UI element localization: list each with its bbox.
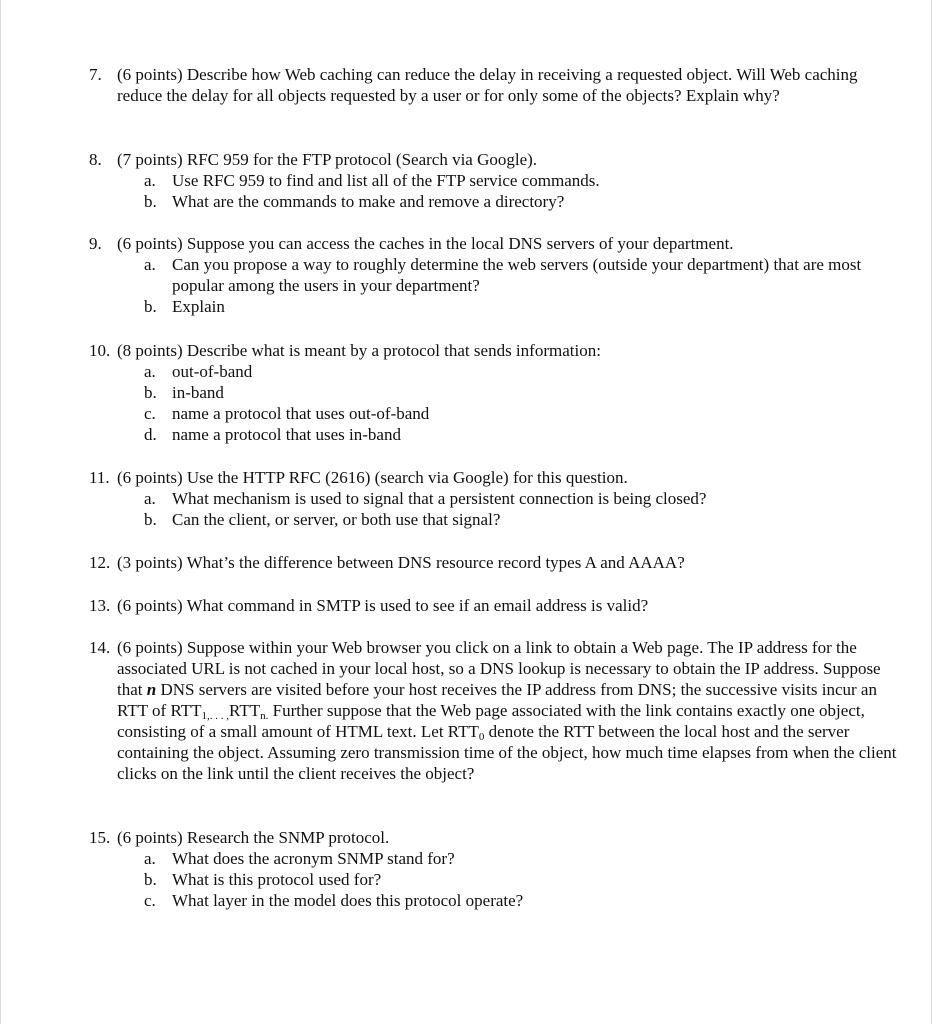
question-number: 14. — [89, 638, 111, 657]
sub-text: What is this protocol used for? — [172, 870, 382, 889]
text-segment: denote the RTT between the local host and the server containing the object. Assuming zero transmission time of the object, how much time elapses from when the client clicks on the link until the client receives the object? — [117, 722, 897, 783]
question-13 — [89, 595, 899, 616]
sub-letter: a. — [144, 171, 156, 190]
question-11 — [89, 467, 899, 530]
variable-n: n — [146, 680, 157, 699]
sub-text: Can the client, or server, or both use that signal? — [172, 510, 501, 529]
sub-text: Can you propose a way to roughly determine the web servers (outside your department) that are most popular among the users in your department? — [172, 255, 862, 295]
question-number: 8. — [89, 150, 102, 169]
question-number: 7. — [89, 65, 102, 84]
text-segment: DNS servers are visited before your host receives the IP address from DNS; the successive visits incur an RTT of RTT — [117, 680, 877, 720]
question-number: 11. — [89, 468, 110, 487]
question-number: 12. — [89, 553, 111, 572]
subscript: 1,. . . , — [201, 710, 230, 722]
sub-question — [144, 848, 872, 869]
question-12 — [89, 552, 899, 573]
sub-letter: b. — [144, 297, 157, 316]
sub-letter: d. — [144, 425, 157, 444]
sub-text: What are the commands to make and remove a directory? — [172, 192, 565, 211]
question-7 — [89, 64, 899, 106]
sub-question — [144, 869, 872, 890]
sub-letter: b. — [144, 870, 157, 889]
subscript: n. — [260, 710, 269, 722]
question-text: (7 points) RFC 959 for the FTP protocol (Search via Google). — [117, 150, 538, 169]
text-segment: (6 points) Suppose within your Web browser you click on a link to obtain a Web page. The IP address for the associated URL is not cached in your local host, so a DNS lookup is necessary to obtain the IP address. Suppose that — [117, 638, 881, 699]
sub-letter: b. — [144, 383, 157, 402]
sub-question — [144, 890, 872, 911]
sub-letter: a. — [144, 849, 156, 868]
sub-text: Use RFC 959 to find and list all of the FTP service commands. — [172, 171, 600, 190]
question-text: (6 points) Research the SNMP protocol. — [117, 828, 390, 847]
question-number: 15. — [89, 828, 111, 847]
subscript: 0 — [478, 731, 485, 743]
sub-letter: b. — [144, 192, 157, 211]
text-segment: RTT — [229, 701, 261, 720]
sub-letter: b. — [144, 510, 157, 529]
sub-question — [144, 170, 872, 191]
sub-text: out-of-band — [172, 362, 253, 381]
sub-text: Explain — [172, 297, 225, 316]
sub-question — [144, 361, 872, 382]
question-number: 9. — [89, 234, 102, 253]
sub-text: What mechanism is used to signal that a persistent connection is being closed? — [172, 489, 707, 508]
sub-letter: c. — [144, 891, 156, 910]
question-text: (6 points) Use the HTTP RFC (2616) (search via Google) for this question. — [117, 468, 628, 487]
question-text: (6 points) What command in SMTP is used to see if an email address is valid? — [117, 596, 649, 615]
sub-text: name a protocol that uses out-of-band — [172, 404, 430, 423]
question-number: 13. — [89, 596, 111, 615]
sub-letter: a. — [144, 362, 156, 381]
sub-text: What does the acronym SNMP stand for? — [172, 849, 455, 868]
sub-question — [144, 296, 872, 317]
sub-text: name a protocol that uses in-band — [172, 425, 401, 444]
question-text — [117, 637, 899, 784]
sub-letter: c. — [144, 404, 156, 423]
text-segment: Further suppose that the Web page associated with the link contains exactly one object, consisting of a small amount of HTML text. Let RTT — [117, 701, 865, 741]
sub-text: in-band — [172, 383, 224, 402]
sub-question — [144, 509, 872, 530]
sub-question — [144, 254, 872, 296]
sub-question — [144, 191, 872, 212]
question-text: (6 points) Suppose you can access the caches in the local DNS servers of your department. — [117, 234, 734, 253]
question-text: (8 points) Describe what is meant by a protocol that sends information: — [117, 341, 601, 360]
question-14 — [89, 637, 899, 784]
question-text: (6 points) Describe how Web caching can reduce the delay in receiving a requested object. Will Web caching reduce the delay for all objects requested by a user or for only some of the objects? Explain why? — [117, 65, 858, 105]
sub-letter: a. — [144, 489, 156, 508]
sub-text: What layer in the model does this protocol operate? — [172, 891, 524, 910]
sub-letter: a. — [144, 255, 156, 274]
question-8 — [89, 149, 899, 212]
question-number: 10. — [89, 341, 111, 360]
sub-question — [144, 403, 872, 424]
question-text: (3 points) What’s the difference between DNS resource record types A and AAAA? — [117, 553, 685, 572]
sub-question — [144, 424, 872, 445]
question-15 — [89, 827, 899, 911]
question-9 — [89, 233, 899, 317]
question-10 — [89, 340, 899, 445]
sub-question — [144, 382, 872, 403]
sub-question — [144, 488, 872, 509]
